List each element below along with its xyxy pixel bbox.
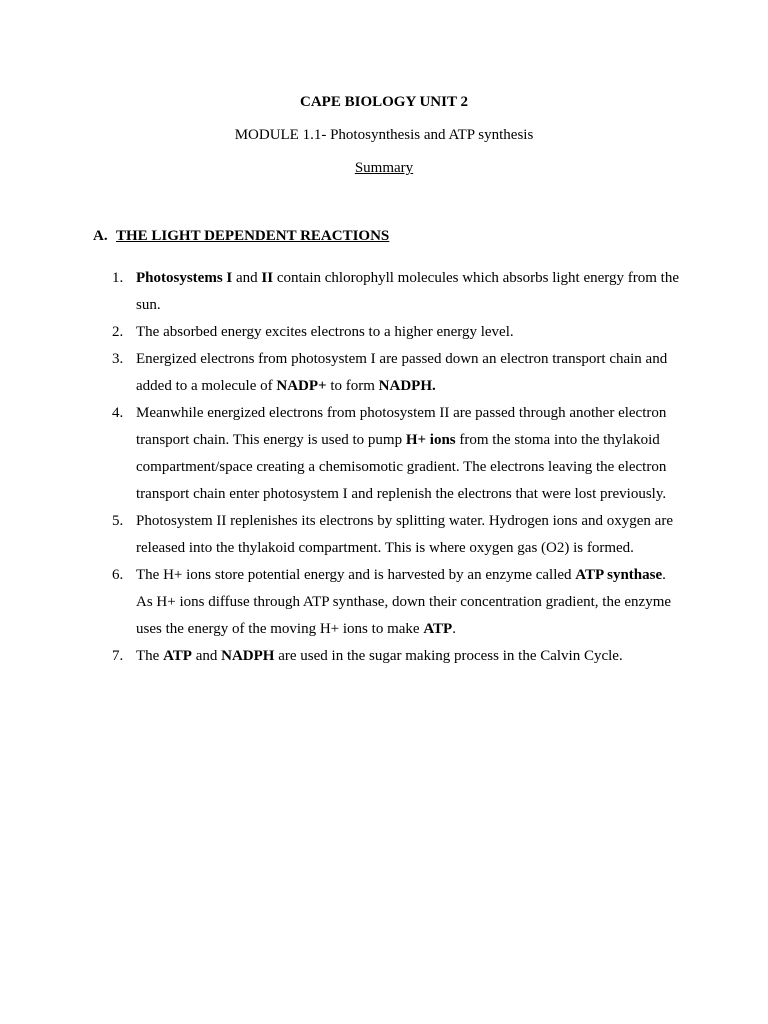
list-item-text xyxy=(136,562,680,643)
text-run: and xyxy=(191,648,222,664)
list-item xyxy=(112,346,680,400)
document-title: CAPE BIOLOGY UNIT 2 xyxy=(300,94,468,110)
text-run: Meanwhile energized electrons from photosystem II are passed through another electron transport chain. This energy is used to pump xyxy=(136,405,667,448)
list-item-text xyxy=(136,319,680,346)
list-item-text xyxy=(136,346,680,400)
text-run: The H+ ions store potential energy and is harvested by an enzyme called xyxy=(136,567,576,583)
list-item-number: 1. xyxy=(112,270,124,286)
text-run: contain chlorophyll molecules which absorbs light energy from the sun. xyxy=(136,270,679,313)
text-run: and xyxy=(232,270,262,286)
text-run: . xyxy=(452,621,456,637)
list-item xyxy=(112,562,680,643)
summary-label: Summary xyxy=(354,160,414,176)
text-run: Photosystem II replenishes its electrons by splitting water. Hydrogen ions and oxygen are released into the thylakoid compartment. This is where oxygen gas (O2) is formed. xyxy=(136,513,673,556)
bold-term: NADPH xyxy=(221,648,275,664)
list-item-text xyxy=(136,508,680,562)
list-item-number: 6. xyxy=(112,567,124,583)
text-run: are used in the sugar making process in the Calvin Cycle. xyxy=(274,648,623,664)
text-run: from the stoma into the thylakoid compartment/space creating a chemisomotic gradient. The electrons leaving the electron transport chain enter photosystem I and replenish the electrons that were lost previously. xyxy=(136,432,667,502)
text-run: The xyxy=(136,648,164,664)
bold-term: NADPH. xyxy=(378,378,436,394)
list-item-text xyxy=(136,400,680,508)
list-item xyxy=(112,319,680,346)
text-run: The absorbed energy excites electrons to a higher energy level. xyxy=(136,324,514,340)
list-item-number: 2. xyxy=(112,324,124,340)
bold-term: H+ ions xyxy=(405,432,456,448)
bold-term: ATP xyxy=(163,648,192,664)
list-item-number: 5. xyxy=(112,513,124,529)
section-heading xyxy=(93,227,389,245)
bold-term: Photosystems I xyxy=(136,270,233,286)
module-subtitle: MODULE 1.1- Photosynthesis and ATP synthesis xyxy=(234,127,534,143)
list-item-number: 4. xyxy=(112,405,124,421)
text-run: Energized electrons from photosystem I are passed down an electron transport chain and added to a molecule of xyxy=(136,351,668,394)
list-item-text xyxy=(136,643,680,670)
list-item-number: 7. xyxy=(112,648,124,664)
list-item-text xyxy=(136,265,680,319)
text-run: . As H+ ions diffuse through ATP synthase, down their concentration gradient, the enzyme uses the energy of the moving H+ ions to make xyxy=(136,567,672,637)
text-run: to form xyxy=(326,378,379,394)
bold-term: ATP synthase xyxy=(575,567,663,583)
list-item xyxy=(112,265,680,319)
section-heading-text: THE LIGHT DEPENDENT REACTIONS xyxy=(116,228,390,244)
bold-term: NADP+ xyxy=(276,378,327,394)
list-item-number: 3. xyxy=(112,351,124,367)
section-letter: A. xyxy=(93,228,108,244)
numbered-list xyxy=(112,265,680,670)
list-item xyxy=(112,400,680,508)
list-item xyxy=(112,508,680,562)
bold-term: II xyxy=(261,270,274,286)
list-item xyxy=(112,643,680,670)
bold-term: ATP xyxy=(423,621,453,637)
